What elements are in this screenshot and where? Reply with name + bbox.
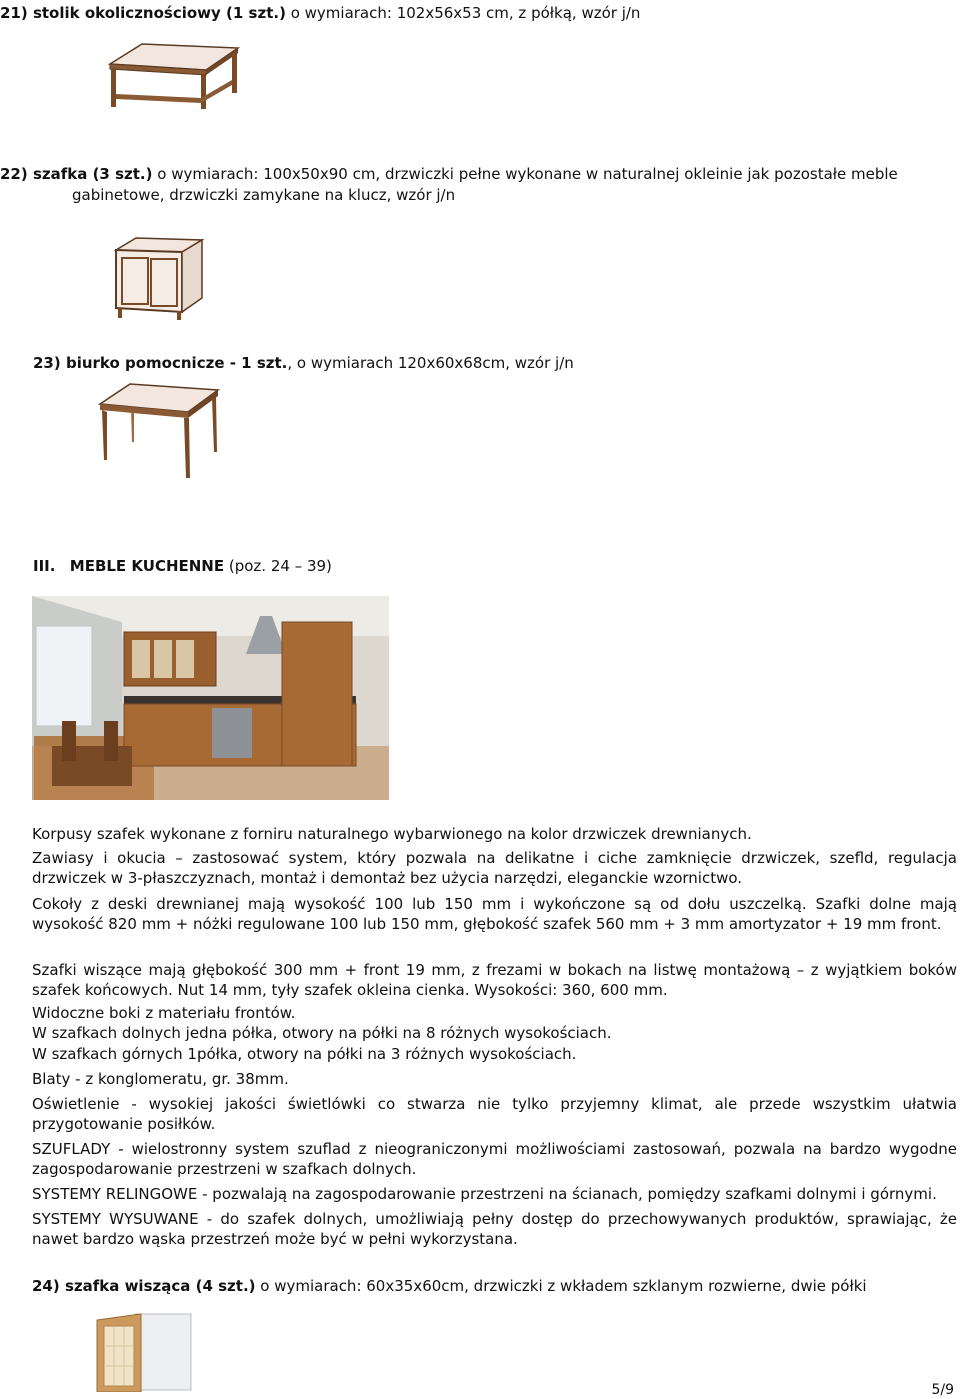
paragraph-4: Szafki wiszące mają głębokość 300 mm + front 19 mm, z frezami w bokach na listwę montażową – z wyjątkiem boków szafek końcowych. Nut 14 mm, tyły szafek okleina cienka. Wysokości: 360, 600 mm. (32, 961, 957, 999)
item-23-title: 23) biurko pomocnicze - 1 szt., o wymiarach 120x60x68cm, wzór j/n (33, 354, 574, 372)
cabinet-illustration (112, 236, 204, 320)
desk-illustration (98, 382, 220, 480)
coffee-table-illustration (108, 42, 240, 112)
paragraph-10: SZUFLADY - wielostronny system szuflad z nieograniczonymi możliwościami zastosowań, pozwala na bardzo wygodne zagospodarowanie przestrzeni w szafkach dolnych. (32, 1140, 957, 1178)
wall-cabinet-photo (95, 1312, 193, 1392)
paragraph-8: Blaty - z konglomeratu, gr. 38mm. (32, 1070, 289, 1088)
paragraph-3: Cokoły z deski drewnianej mają wysokość 100 lub 150 mm i wykończone są od dołu uszczelką. Szafki dolne mają wysokość 820 mm + nóżki regulowane 100 lub 150 mm, głębokość szafek 560 mm + 3 mm amortyzator + 19 mm front. (32, 895, 957, 933)
paragraph-9: Oświetlenie - wysokiej jakości świetlówki co stwarza nie tylko przyjemny klimat, ale przede wszystkim ułatwia przygotowanie posiłków. (32, 1095, 957, 1133)
paragraph-12: SYSTEMY WYSUWANE - do szafek dolnych, umożliwiają pełny dostęp do przechowywanych produktów, sprawiając, że nawet bardzo wąska przestrzeń może być w pełni wykorzystana. (32, 1210, 957, 1248)
item-22-title: 22) szafka (3 szt.) o wymiarach: 100x50x90 cm, drzwiczki pełne wykonane w naturalnej okleinie jak pozostałe meble (0, 165, 898, 183)
item-24-title: 24) szafka wisząca (4 szt.) o wymiarach: 60x35x60cm, drzwiczki z wkładem szklanym rozwierne, dwie półki (32, 1277, 867, 1295)
paragraph-5: Widoczne boki z materiału frontów. (32, 1004, 296, 1022)
paragraph-2: Zawiasy i okucia – zastosować system, który pozwala na delikatne i ciche zamknięcie drzwiczek, szefld, regulacja drzwiczek w 3-płaszczyznach, montaż i demontaż bez użycia narzędzi, eleganckie wzornictwo. (32, 849, 957, 887)
paragraph-11: SYSTEMY RELINGOWE - pozwalają na zagospodarowanie przestrzeni na ścianach, pomiędzy szafkami dolnymi i górnymi. (32, 1185, 937, 1203)
section-heading: III. MEBLE KUCHENNE (poz. 24 – 39) (33, 557, 332, 575)
paragraph-1: Korpusy szafek wykonane z forniru naturalnego wybarwionego na kolor drzwiczek drewnianych. (32, 825, 752, 843)
item-22-line2: gabinetowe, drzwiczki zamykane na klucz, wzór j/n (72, 186, 456, 204)
paragraph-6: W szafkach dolnych jedna półka, otwory na półki na 8 różnych wysokościach. (32, 1024, 612, 1042)
page-number: 5/9 (931, 1382, 954, 1398)
kitchen-photo (32, 596, 389, 800)
item-21-title: 21) stolik okolicznościowy (1 szt.) o wymiarach: 102x56x53 cm, z półką, wzór j/n (0, 4, 641, 22)
paragraph-7: W szafkach górnych 1półka, otwory na półki na 3 różnych wysokościach. (32, 1045, 577, 1063)
